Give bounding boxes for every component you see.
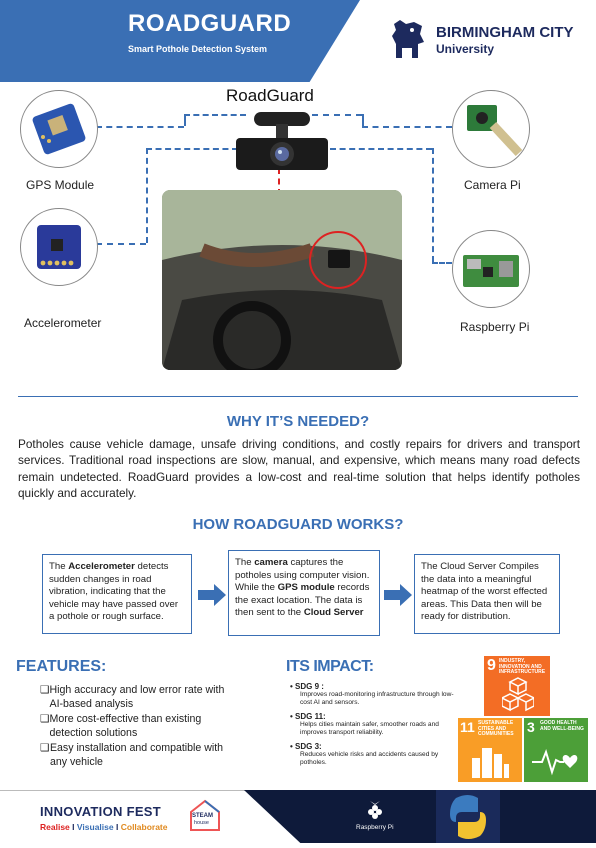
feature-item	[40, 684, 240, 711]
impact-title: • SDG 11:	[290, 711, 326, 721]
why-paragraph: Potholes cause vehicle damage, unsafe driving conditions, and costly repairs for drivers and transport services. Traditional road inspections are slow, manual, and expensive, which means many road defects remain undetected. RoadGuard provides a low-cost and real-time solution that helps identify potholes quickly and accurately.	[18, 437, 580, 500]
step2-text: The	[235, 557, 255, 568]
sdg3-tile	[524, 718, 588, 782]
heartbeat-icon	[532, 746, 580, 776]
footer-banner	[244, 790, 596, 843]
checkbox-icon: ❑	[40, 684, 50, 696]
python-logo	[436, 790, 500, 843]
page-subtitle: Smart Pothole Detection System	[128, 44, 268, 54]
dashcam-image	[234, 108, 330, 174]
raspberry-pi-image	[452, 230, 530, 308]
step2-text-3: records the exact location. The data is then sent to the	[235, 582, 370, 619]
impact-title: • SDG 3:	[290, 741, 322, 751]
steam-text: STEAM	[192, 813, 213, 819]
feature-text: Easy installation and compatible with any vehicle	[49, 742, 224, 768]
impact-desc: Improves road-monitoring infrastructure through low-cost AI and sensors.	[300, 691, 454, 707]
impact-desc: Helps cities maintain safer, smoother roads and improves transport reliability.	[300, 720, 439, 737]
features-list	[40, 684, 240, 769]
sdg9-label: INDUSTRY, INNOVATION AND INFRASTRUCTURE	[499, 658, 546, 675]
tagline-realise: Realise	[40, 822, 70, 832]
connector-line	[146, 148, 238, 150]
tagline-separator: I	[72, 822, 75, 832]
car-interior-photo	[162, 190, 402, 370]
connector-line	[330, 148, 432, 150]
why-heading: WHY IT’S NEEDED?	[226, 413, 370, 430]
step3-text: The Cloud Server Compiles the data into a meaningful heatmap of the worst effected areas. This Data then will be ready for distribution.	[421, 561, 548, 623]
connector-line	[96, 243, 146, 245]
impact-item	[290, 712, 456, 738]
impact-title: • SDG 9 :	[290, 682, 324, 691]
connector-line	[362, 126, 452, 128]
steam-house-logo	[188, 798, 222, 832]
step1-text-2: detects sudden changes in road vibration, indicating that the vehicle may have passed over a pothole or rough surface.	[49, 561, 179, 623]
checkbox-icon: ❑	[40, 713, 50, 725]
step1-bold: Accelerometer	[68, 561, 135, 572]
impact-desc: Reduces vehicle risks and accidents caused by potholes.	[300, 750, 439, 767]
bcu-lion-logo	[388, 18, 428, 62]
accelerometer-label: Accelerometer	[24, 316, 102, 330]
connector-line	[96, 126, 184, 128]
impact-title-text: SDG 11:	[295, 711, 326, 721]
arrow-right-icon	[384, 584, 412, 606]
step-camera-gps	[228, 550, 380, 636]
feature-item	[40, 742, 240, 769]
feature-item	[40, 713, 240, 740]
features-heading: FEATURES:	[16, 658, 107, 675]
sdg11-number: 11	[460, 719, 475, 735]
sdg3-label: GOOD HEALTH AND WELL-BEING	[540, 720, 584, 732]
camera-pi-label: Camera Pi	[464, 178, 521, 192]
connector-line	[432, 148, 434, 262]
python-icon	[436, 790, 500, 843]
step1-text: The	[49, 561, 69, 572]
impact-title-text: SDG 9 :	[295, 682, 324, 691]
tagline-collaborate: Collaborate	[120, 822, 168, 832]
impact-heading: ITS IMPACT:	[286, 658, 374, 675]
step-accelerometer	[42, 554, 192, 634]
step2-bold-cloud: Cloud Server	[303, 607, 364, 619]
step-cloud-server	[414, 554, 560, 634]
checkbox-icon: ❑	[40, 742, 50, 754]
step2-bold-gps: GPS module	[277, 582, 335, 594]
accelerometer-image	[20, 208, 98, 286]
impact-list	[290, 682, 456, 767]
page-title: ROADGUARD	[128, 10, 292, 37]
arrow-right-icon	[198, 584, 226, 606]
university-subname: University	[436, 42, 495, 56]
cubes-icon	[502, 676, 534, 712]
gps-module-label: GPS Module	[26, 178, 95, 192]
impact-title-text: SDG 3:	[295, 741, 322, 751]
how-heading: HOW ROADGUARD WORKS?	[192, 516, 404, 533]
connector-line	[362, 114, 364, 126]
sdg3-number: 3	[527, 719, 535, 735]
sdg11-label: SUSTAINABLE CITIES AND COMMUNITIES	[478, 720, 514, 737]
raspberry-logo-icon	[366, 798, 384, 820]
sdg11-tile	[458, 718, 522, 782]
house-text: house	[194, 820, 209, 826]
step2-bold-camera: camera	[254, 557, 288, 568]
impact-item	[290, 742, 456, 768]
sdg9-tile	[484, 656, 550, 716]
raspberry-pi-label: Raspberry Pi	[460, 320, 530, 334]
innovation-fest-tagline	[40, 822, 168, 832]
camera-pi-image	[452, 90, 530, 168]
innovation-fest-title: INNOVATION FEST	[40, 804, 162, 819]
device-label: RoadGuard	[226, 86, 314, 105]
divider	[18, 396, 578, 397]
tagline-separator: I	[115, 822, 119, 832]
connector-line	[432, 262, 452, 264]
university-name: BIRMINGHAM CITY	[436, 24, 574, 41]
gps-module-image	[20, 90, 98, 168]
feature-text: High accuracy and low error rate with AI-based analysis	[49, 684, 225, 710]
sdg9-number: 9	[487, 657, 496, 674]
raspberry-pi-caption: Raspberry Pi	[356, 824, 394, 831]
step2-text-2: captures the potholes using computer vision. While the	[235, 557, 370, 594]
connector-line	[146, 148, 148, 243]
feature-text: More cost-effective than existing detection solutions	[49, 713, 202, 739]
impact-item	[290, 682, 456, 708]
tagline-visualise: Visualise	[76, 822, 114, 832]
buildings-icon	[470, 744, 510, 778]
